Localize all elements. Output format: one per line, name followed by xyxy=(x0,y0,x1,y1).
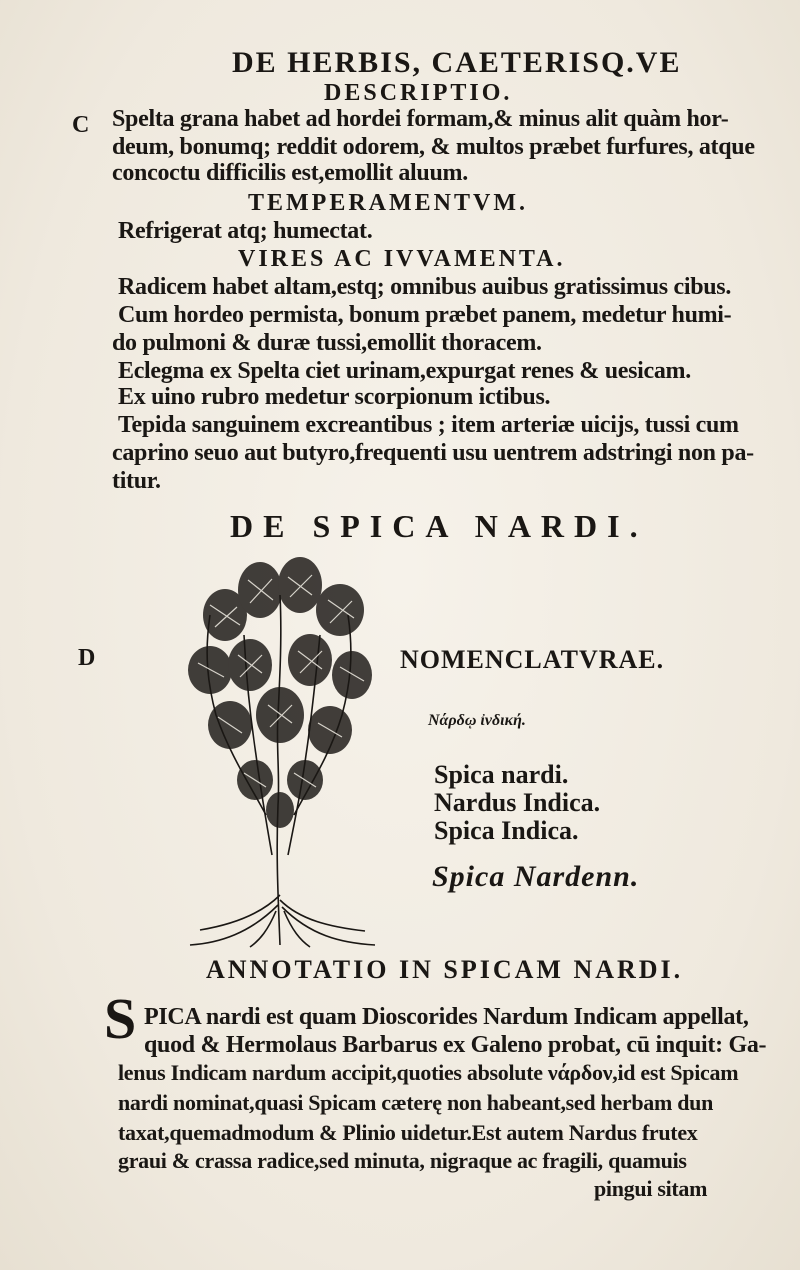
temperamentum-line-1: Refrigerat atq; humectat. xyxy=(118,218,373,244)
vires-line-2: Cum hordeo permista, bonum præbet panem, medetur humi- xyxy=(118,302,732,328)
nomenclaturae-heading: NOMENCLATVRAE. xyxy=(400,645,665,674)
spica-nardi-woodcut xyxy=(180,555,380,950)
running-header: DE HERBIS, CAETERISQ.VE xyxy=(232,46,682,79)
vires-line-4: Eclegma ex Spelta ciet urinam,expurgat renes & uesicam. xyxy=(118,358,691,384)
margin-letter-d: D xyxy=(78,645,96,671)
annotatio-dropcap: S xyxy=(104,986,137,1051)
german-name: Spica Nardenn. xyxy=(432,860,640,893)
vires-heading: VIRES AC IVVAMENTA. xyxy=(238,246,566,272)
margin-letter-c: C xyxy=(72,112,90,138)
descriptio-line-1: Spelta grana habet ad hordei formam,& minus alit quàm hor- xyxy=(112,106,729,132)
annotatio-line-7: pingui sitam xyxy=(594,1176,708,1201)
descriptio-heading: DESCRIPTIO. xyxy=(324,80,513,106)
vires-line-7: caprino seuo aut butyro,frequenti usu uentrem adstringi non pa- xyxy=(112,440,754,466)
annotatio-line-3: lenus Indicam nardum accipit,quoties absolute νάρδον,id est Spicam xyxy=(118,1060,739,1085)
latin-name-1: Spica nardi. xyxy=(434,760,569,789)
annotatio-heading: ANNOTATIO IN SPICAM NARDI. xyxy=(206,955,684,984)
temperamentum-heading: TEMPERAMENTVM. xyxy=(248,190,528,216)
annotatio-line-1: PICA nardi est quam Dioscorides Nardum Indicam appellat, xyxy=(144,1004,749,1030)
latin-name-3: Spica Indica. xyxy=(434,816,579,845)
latin-name-2: Nardus Indica. xyxy=(434,788,601,817)
annotatio-line-4: nardi nominat,quasi Spicam cæterę non habeant,sed herbam dun xyxy=(118,1090,714,1115)
vires-line-8: titur. xyxy=(112,468,161,494)
descriptio-line-2: deum, bonumq; reddit odorem, & multos præbet furfures, atque xyxy=(112,134,755,160)
section-title: DE SPICA NARDI. xyxy=(230,508,648,544)
annotatio-line-2: quod & Hermolaus Barbarus ex Galeno probat, cū inquit: Ga- xyxy=(144,1032,767,1058)
annotatio-line-6: graui & crassa radice,sed minuta, nigraque ac fragili, quamuis xyxy=(118,1148,687,1173)
vires-line-1: Radicem habet altam,estq; omnibus auibus gratissimus cibus. xyxy=(118,274,732,300)
descriptio-line-3: concoctu difficilis est,emollit aluum. xyxy=(112,160,468,186)
greek-name: Νάρδῳ ἰνδική. xyxy=(428,712,526,729)
annotatio-line-5: taxat,quemadmodum & Plinio uidetur.Est autem Nardus frutex xyxy=(118,1120,698,1145)
vires-line-3: do pulmoni & duræ tussi,emollit thoracem. xyxy=(112,330,542,356)
vires-line-6: Tepida sanguinem excreantibus ; item arteriæ uicijs, tussi cum xyxy=(118,412,739,438)
vires-line-5: Ex uino rubro medetur scorpionum ictibus. xyxy=(118,384,551,410)
